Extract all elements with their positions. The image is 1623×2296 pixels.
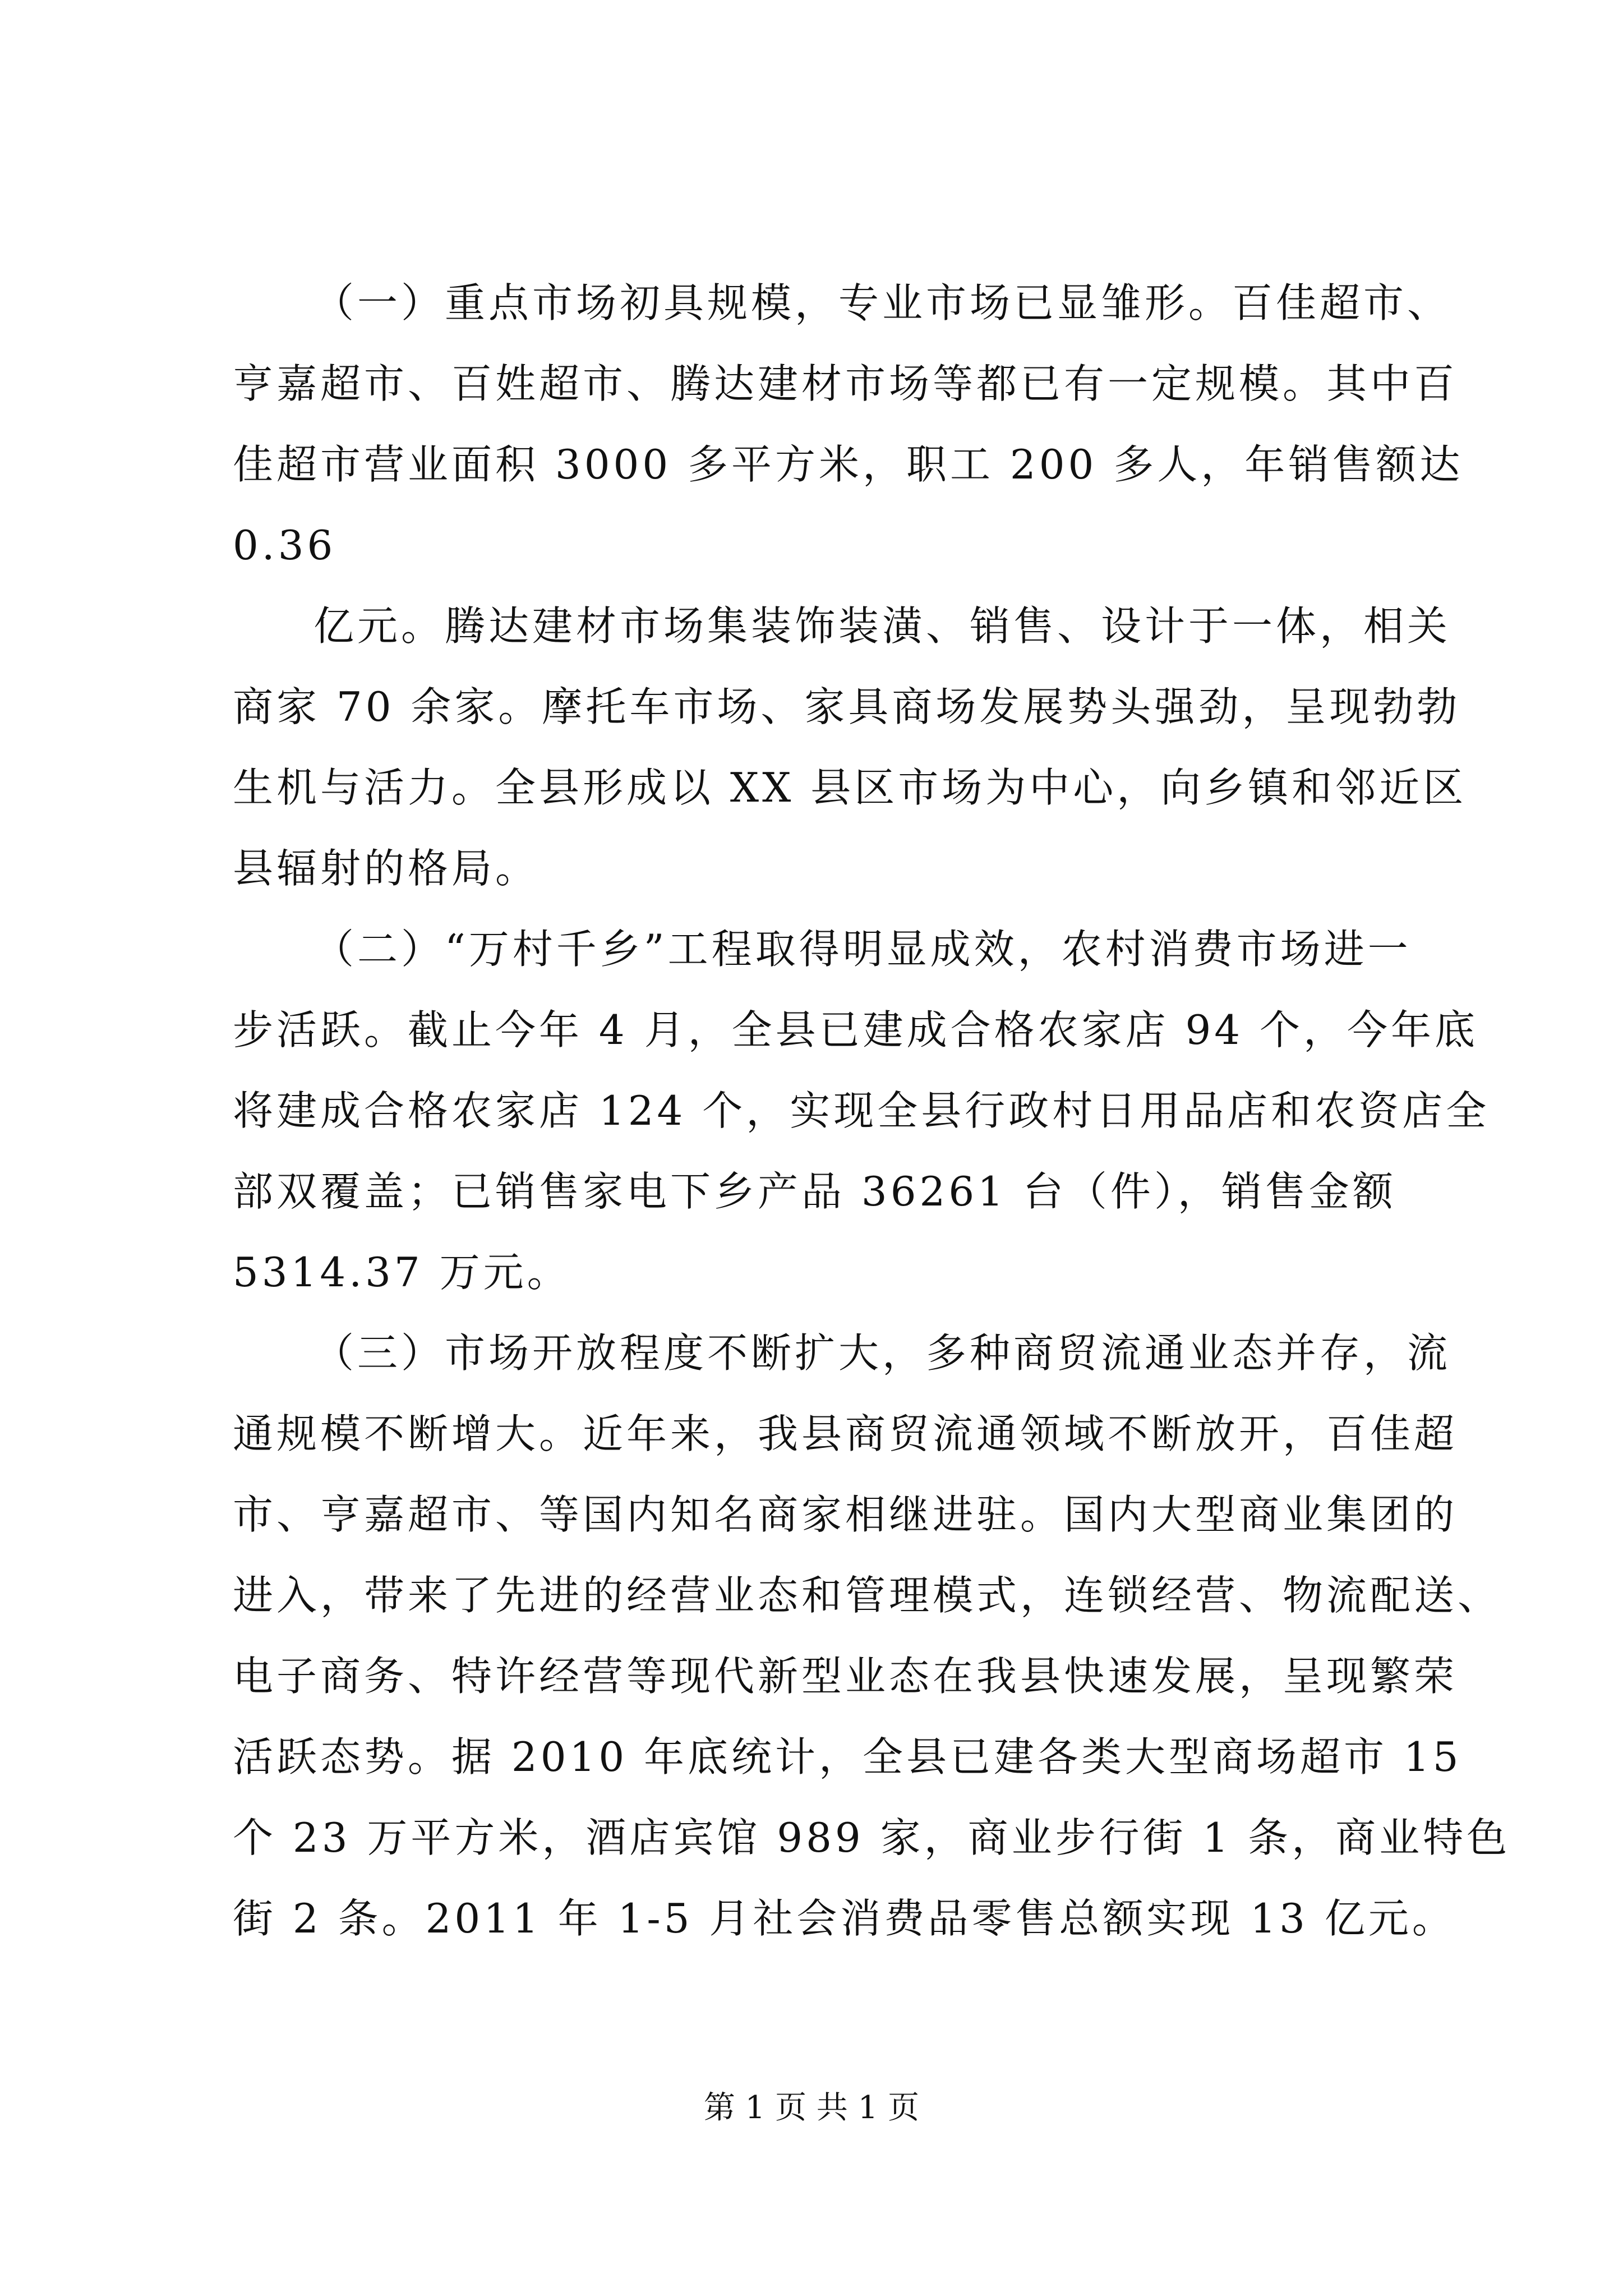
paragraph-1-line-3: 佳超市营业面积 3000 多平方米，职工 200 多人，年销售额达 [233,441,1464,488]
paragraph-4-line-3: 市、亨嘉超市、等国内知名商家相继进驻。国内大型商业集团的 [233,1491,1458,1538]
paragraph-3-line-5: 5314.37 万元。 [233,1249,571,1296]
paragraph-4-line-6: 活跃态势。据 2010 年底统计，全县已建各类大型商场超市 15 [233,1733,1462,1780]
paragraph-4-line-8: 街 2 条。2011 年 1-5 月社会消费品零售总额实现 13 亿元。 [233,1895,1456,1942]
paragraph-2-line-3: 生机与活力。全县形成以 XX 县区市场为中心，向乡镇和邻近区 [233,764,1467,811]
page-footer: 第 1 页 共 1 页 [703,2090,920,2126]
paragraph-4-line-4: 进入，带来了先进的经营业态和管理模式，连锁经营、物流配送、 [233,1572,1502,1619]
paragraph-4-line-5: 电子商务、特许经营等现代新型业态在我县快速发展，呈现繁荣 [233,1653,1458,1700]
paragraph-1-line-1: （一）重点市场初具规模，专业市场已显雏形。百佳超市、 [313,279,1451,326]
paragraph-2-line-2: 商家 70 余家。摩托车市场、家具商场发展势头强劲，呈现勃勃 [233,683,1461,730]
paragraph-2-line-1: 亿元。腾达建材市场集装饰装潢、销售、设计于一体，相关 [313,602,1451,650]
paragraph-1-line-4: 0.36 [233,522,336,569]
paragraph-1-line-2: 亨嘉超市、百姓超市、腾达建材市场等都已有一定规模。其中百 [233,360,1458,407]
paragraph-3-line-4: 部双覆盖；已销售家电下乡产品 36261 台（件），销售金额 [233,1168,1396,1215]
paragraph-4-line-2: 通规模不断增大。近年来，我县商贸流通领域不断放开，百佳超 [233,1410,1458,1457]
paragraph-3-line-2: 步活跃。截止今年 4 月，全县已建成合格农家店 94 个，今年底 [233,1006,1478,1053]
paragraph-4-line-1: （三）市场开放程度不断扩大，多种商贸流通业态并存，流 [313,1329,1451,1377]
paragraph-3-line-1: （二）“万村千乡”工程取得明显成效，农村消费市场进一 [313,926,1412,973]
paragraph-3-line-3: 将建成合格农家店 124 个，实现全县行政村日用品店和农资店全 [233,1087,1490,1134]
document-body [233,263,1511,1959]
paragraph-4-line-7: 个 23 万平方米，酒店宾馆 989 家，商业步行街 1 条，商业特色 [233,1814,1511,1861]
paragraph-2-line-4: 县辐射的格局。 [233,845,540,892]
